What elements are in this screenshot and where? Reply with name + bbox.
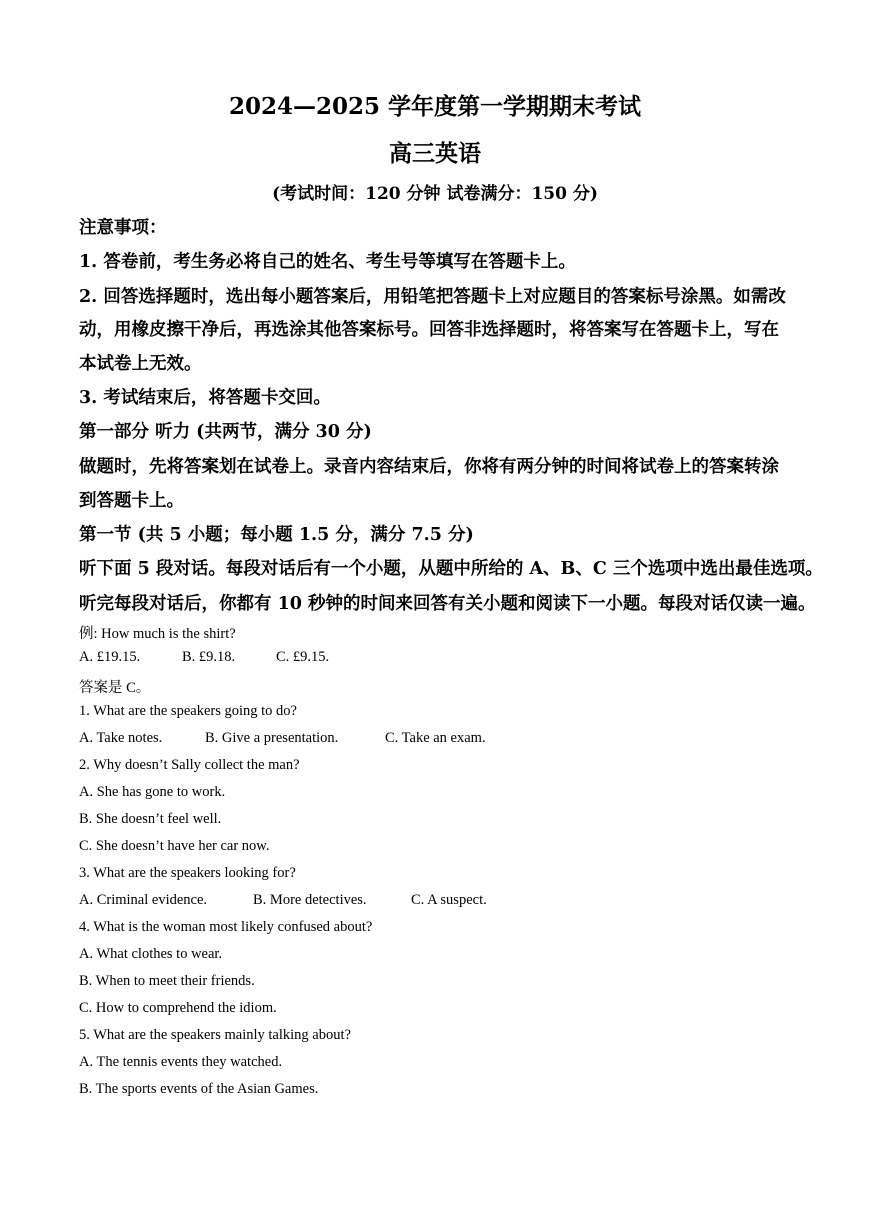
- notice-item-3: 3. 考试结束后，将答题卡交回。: [79, 388, 331, 408]
- section1-instruction-line-1: 听下面 5 段对话。每段对话后有一个小题，从题中所给的 A、B、C 三个选项中选出最佳选项。: [79, 559, 823, 579]
- example-answer: 答案是 C。: [79, 680, 151, 696]
- q3-option-a: A. Criminal evidence.: [79, 892, 208, 908]
- q1-option-c: C. Take an exam.: [385, 730, 486, 746]
- q1-option-b: B. Give a presentation.: [205, 730, 339, 746]
- notice-heading: 注意事项：: [79, 218, 167, 238]
- q4-option-a: A. What clothes to wear.: [79, 946, 223, 962]
- q3-option-c: C. A suspect.: [411, 892, 487, 908]
- part1-intro-line-1: 做题时，先将答案划在试卷上。录音内容结束后，你将有两分钟的时间将试卷上的答案转涂: [79, 457, 779, 477]
- question-2: 2. Why doesn’t Sally collect the man?: [79, 757, 300, 773]
- exam-info: (考试时间：120 分钟 试卷满分：150 分): [272, 184, 598, 204]
- question-1-options: [79, 730, 486, 747]
- question-3: 3. What are the speakers looking for?: [79, 865, 296, 881]
- q4-option-c: C. How to comprehend the idiom.: [79, 1000, 277, 1016]
- exam-title: 2024—2025 学年度第一学期期末考试: [228, 93, 642, 120]
- q2-option-c: C. She doesn’t have her car now.: [79, 838, 270, 854]
- section1-instruction-line-2: 听完每段对话后，你都有 10 秒钟的时间来回答有关小题和阅读下一小题。每段对话仅读一遍。: [79, 594, 816, 614]
- question-3-options: [79, 892, 487, 909]
- part1-intro-line-2: 到答题卡上。: [79, 491, 184, 511]
- notice-item-2-line-1: 2. 回答选择题时，选出每小题答案后，用铅笔把答题卡上对应题目的答案标号涂黑。如需改: [79, 287, 786, 307]
- example-options: [79, 649, 329, 666]
- notice-item-2-line-2: 动，用橡皮擦干净后，再选涂其他答案标号。回答非选择题时，将答案写在答题卡上，写在: [79, 320, 779, 340]
- question-1: 1. What are the speakers going to do?: [79, 703, 297, 719]
- example-question: 例: How much is the shirt?: [79, 626, 236, 642]
- question-4: 4. What is the woman most likely confused about?: [79, 919, 373, 935]
- q5-option-b: B. The sports events of the Asian Games.: [79, 1081, 319, 1097]
- section1-heading: 第一节 (共 5 小题；每小题 1.5 分，满分 7.5 分): [79, 525, 474, 545]
- notice-item-2-line-3: 本试卷上无效。: [79, 354, 202, 374]
- example-option-a: A. £19.15.: [79, 649, 141, 665]
- q1-option-a: A. Take notes.: [79, 730, 163, 746]
- exam-subject: 高三英语: [389, 140, 481, 167]
- q4-option-b: B. When to meet their friends.: [79, 973, 255, 989]
- q2-option-a: A. She has gone to work.: [79, 784, 226, 800]
- part1-heading: 第一部分 听力 (共两节，满分 30 分): [79, 422, 372, 442]
- q2-option-b: B. She doesn’t feel well.: [79, 811, 222, 827]
- example-option-b: B. £9.18.: [182, 649, 236, 665]
- notice-item-1: 1. 答卷前，考生务必将自己的姓名、考生号等填写在答题卡上。: [79, 252, 576, 272]
- q5-option-a: A. The tennis events they watched.: [79, 1054, 283, 1070]
- q3-option-b: B. More detectives.: [253, 892, 367, 908]
- question-5: 5. What are the speakers mainly talking about?: [79, 1027, 351, 1043]
- example-option-c: C. £9.15.: [276, 649, 330, 665]
